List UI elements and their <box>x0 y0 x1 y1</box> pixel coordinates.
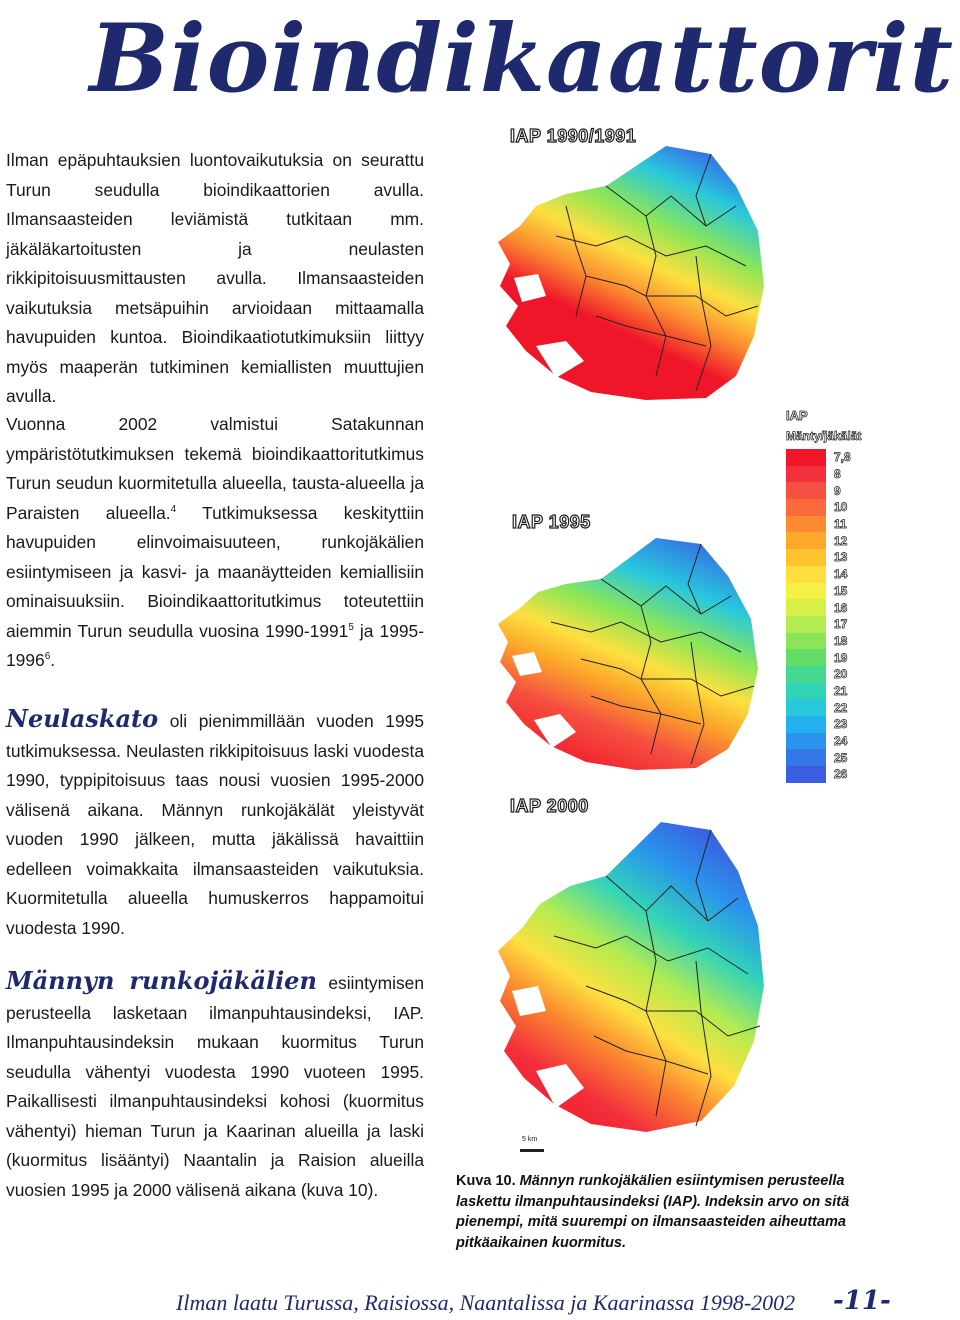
figure-caption <box>456 1171 884 1253</box>
legend-value: 12 <box>834 533 848 548</box>
scale-bar <box>520 1136 544 1158</box>
legend-swatch <box>786 516 826 533</box>
legend-item <box>786 683 861 700</box>
legend-item <box>786 566 861 583</box>
legend-item <box>786 616 861 633</box>
legend-swatch <box>786 666 826 683</box>
lead-word: Männyn runkojäkälien <box>6 966 317 995</box>
legend-value: 7,8 <box>834 450 851 465</box>
legend-value: 26 <box>834 767 848 782</box>
iap-map-1990 <box>496 146 766 400</box>
legend-value: 20 <box>834 667 848 682</box>
legend-swatch <box>786 449 826 466</box>
legend-item <box>786 733 861 750</box>
map-label-1990: IAP 1990/1991 <box>510 126 637 146</box>
legend-swatch <box>786 649 826 666</box>
legend-value: 15 <box>834 583 848 598</box>
paragraph-runkojakalat <box>6 966 424 1205</box>
paragraph-study-2002: Vuonna 2002 valmistui Satakunnan ympäristötutkimuksen tekemä bioindikaattoritutkimus Turun seudun kuormitetulla alueella, tausta-alueella ja Paraisten alueella.$^4$ Tutkimuksessa keskityttiin havupuiden elinvoimaisuuteen, runkojäkälien esiintymiseen ja kasvi- ja maanäytteiden kemiallisiin ominaisuuksiin. Bioindikaattoritutkimus toteutettiin aiemmin Turun seudulla vuosina 1990-1991$^5$ ja 1995-1996$^6$. <box>6 414 425 670</box>
legend-value: 13 <box>834 550 848 565</box>
legend-value: 21 <box>834 683 848 698</box>
legend-value: 23 <box>834 717 848 732</box>
paragraph-intro <box>6 146 424 412</box>
map-label-1995: IAP 1995 <box>512 512 591 532</box>
legend-item <box>786 749 861 766</box>
paragraph-text: Vuonna 2002 valmistui Satakunnan ympäristötutkimuksen tekemä bioindikaattoritutkimus Turun seudun kuormitetulla alueella, tausta-alueella ja Paraisten alueella. <box>6 414 424 523</box>
legend-swatch <box>786 583 826 600</box>
legend-item <box>786 716 861 733</box>
legend-value: 9 <box>834 483 841 498</box>
legend-item <box>786 466 861 483</box>
paragraph-text: ja 1995-1996 <box>6 620 425 670</box>
legend-item <box>786 449 861 466</box>
footnote-ref[interactable]: 5 <box>348 621 354 633</box>
legend-swatch <box>786 699 826 716</box>
legend-swatch <box>786 466 826 483</box>
legend-value: 10 <box>834 500 848 515</box>
legend-swatch <box>786 766 826 783</box>
lead-word: Neulaskato <box>6 704 159 733</box>
scale-bar-icon <box>520 1143 544 1153</box>
legend-item <box>786 666 861 683</box>
legend-item <box>786 599 861 616</box>
iap-map-2000 <box>496 816 766 1134</box>
legend-swatch <box>786 633 826 650</box>
legend-value: 17 <box>834 617 848 632</box>
footer-text: Ilman laatu Turussa, Raisiossa, Naantalissa ja Kaarinassa 1998-2002 <box>176 1290 796 1315</box>
scale-label: 5 km <box>522 1136 538 1143</box>
legend-value: 14 <box>834 567 848 582</box>
legend-rows <box>786 449 861 783</box>
caption-text: Männyn runkojäkälien esiintymisen perusteella laskettu ilmanpuhtausindeksi (IAP). Indeksin arvo on sitä pienempi, mitä suurempi on ilmansaasteiden aiheuttama pitkäaikainen kuormitus. <box>456 1173 850 1251</box>
footnote-ref[interactable]: 6 <box>44 651 51 663</box>
legend-item <box>786 633 861 650</box>
paragraph-neulaskato <box>6 704 424 943</box>
legend-item <box>786 549 861 566</box>
paragraph-text: oli pienimmillään vuoden 1995 tutkimuksessa. Neulasten rikkipitoisuus laski vuodesta 1990, typpipitoisuus taas nousi vuosien 1995-2000 välisenä aikana. Männyn runkojäkälät yleistyvät vuoden 1990 jälkeen, mutta jäkälissä havaittiin edelleen voimakkaita ilmansaasteiden vaikutuksia. Kuormitetulla alueella humuskerros happamoitui vuodesta 1990. <box>6 711 424 938</box>
legend-title: IAP <box>786 408 808 423</box>
legend-swatch <box>786 532 826 549</box>
legend-swatch <box>786 599 826 616</box>
legend-item <box>786 649 861 666</box>
legend-swatch <box>786 566 826 583</box>
legend-swatch <box>786 482 826 499</box>
legend-value: 24 <box>834 734 848 749</box>
map-label-2000: IAP 2000 <box>510 796 589 816</box>
legend-value: 25 <box>834 750 848 765</box>
legend-value: 22 <box>834 700 848 715</box>
legend-value: 11 <box>834 517 847 532</box>
legend-item <box>786 532 861 549</box>
legend-item <box>786 516 861 533</box>
legend-swatch <box>786 716 826 733</box>
legend-swatch <box>786 616 826 633</box>
legend-swatch <box>786 733 826 750</box>
legend-value: 19 <box>834 650 848 665</box>
paragraph-text: esiintymisen perusteella lasketaan ilmanpuhtausindeksi, IAP. Ilmanpuhtausindeksin mukaan kuormitus Turun seudulla vähentyi vuodesta 1990 vuoteen 1995. Paikallisesti ilmanpuhtausindeksi kohosi (kuormitus vähentyi) hieman Turun ja Kaarinan alueilla ja laski (kuormitus lisääntyi) Naantalin ja Raision alueilla vuosien 1995 ja 2000 välisenä aikana (kuva 10). <box>6 973 425 1200</box>
iap-map-1995 <box>496 534 766 770</box>
legend-swatch <box>786 549 826 566</box>
legend-swatch <box>786 749 826 766</box>
iap-legend <box>786 408 861 783</box>
legend-item <box>786 699 861 716</box>
page-title: Bioindikaattorit <box>89 4 954 114</box>
legend-subtitle: Mänty/jäkälät <box>786 429 862 443</box>
paragraph-text: Tutkimuksessa keskityttiin havupuiden elinvoimaisuuteen, runkojäkälien esiintymiseen ja kasvi- ja maanäytteiden kemiallisiin ominaisuuksiin. Bioindikaattoritutkimus toteutettiin aiemmin Turun seudulla vuosina 1990-1991 <box>6 502 424 641</box>
footnote-ref[interactable]: 4 <box>170 503 177 515</box>
legend-item <box>786 482 861 499</box>
legend-swatch <box>786 499 826 516</box>
legend-value: 18 <box>834 633 848 648</box>
legend-item <box>786 766 861 783</box>
caption-label: Kuva 10. <box>456 1173 516 1189</box>
page-number: -11- <box>833 1286 891 1316</box>
legend-item <box>786 583 861 600</box>
paragraph-text: Ilman epäpuhtauksien luontovaikutuksia on seurattu Turun seudulla bioindikaattorien avulla. Ilmansaasteiden leviämistä tutkitaan mm. jäkäläkartoitusten ja neulasten rikkipitoisuusmittausten avulla. Ilmansaasteiden vaikutuksia metsäpuihin arvioidaan mittaamalla havupuiden kuntoa. Bioindikaatiotutkimuksiin liittyy myös maaperän tutkiminen kemiallisten muuttujien avulla. <box>6 150 424 406</box>
legend-value: 8 <box>834 467 841 482</box>
legend-item <box>786 499 861 516</box>
legend-swatch <box>786 683 826 700</box>
legend-value: 16 <box>834 600 848 615</box>
